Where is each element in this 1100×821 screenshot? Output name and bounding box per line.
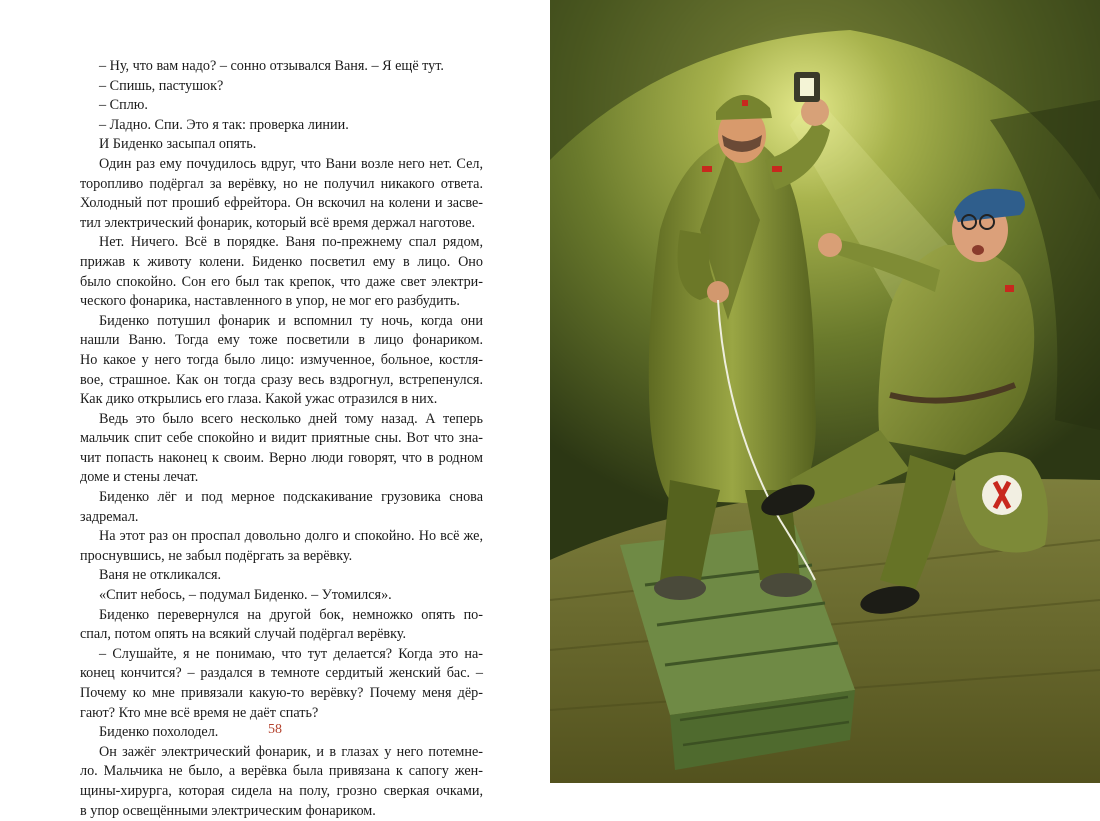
text-line: Биденко перевернулся на другой бок, немножко опять по-	[99, 606, 483, 623]
text-line: торопливо подёргал за верёвку, но не получил никакого ответа.	[80, 175, 483, 192]
text-line: проснувшись, не забыл подёргать за верёвку.	[80, 547, 353, 564]
text-line: Ведь это было всего несколько дней тому назад. А теперь	[99, 410, 483, 427]
text-line: доме и стены лечат.	[80, 469, 199, 486]
text-line: Как дико открылись его глаза. Какой ужас отразился в них.	[80, 391, 438, 408]
text-line: Холодный пот прошиб ефрейтора. Он вскочил на колени и засве-	[80, 195, 483, 212]
text-line: – Ну, что вам надо? – сонно отзывался Ваня. – Я ещё тут.	[99, 58, 444, 74]
text-line: задремал.	[80, 508, 139, 525]
text-line: ческого фонарика, наставленного в упор, не мог его разбудить.	[80, 293, 460, 310]
text-line: – Слушайте, я не понимаю, что тут делается? Когда это на-	[99, 645, 483, 662]
text-line: чит попасть наконец к своим. Верно люди говорят, что в родном	[80, 449, 483, 466]
text-line: Биденко потушил фонарик и вспомнил ту ночь, когда они	[99, 312, 483, 329]
text-line: Биденко похолодел.	[99, 724, 219, 741]
illustration	[550, 0, 1100, 783]
text-line: Биденко лёг и под мерное подскакивание грузовика снова	[99, 489, 483, 506]
text-line: – Сплю.	[99, 97, 148, 114]
text-line: И Биденко засыпал опять.	[99, 136, 257, 153]
text-line: в упор освещёнными электрическим фонариком.	[80, 802, 376, 819]
text-line: «Спит небось, – подумал Биденко. – Утомился».	[99, 587, 392, 604]
text-line: гают? Кто мне всё время не даёт спать?	[80, 704, 319, 721]
text-line: Он зажёг электрический фонарик, и в глазах у него потемне-	[99, 743, 483, 760]
text-line: Почему ко мне привязали какую-то верёвку? Почему меня дёр-	[80, 685, 483, 701]
text-line: спал, потом опять на всякий случай подёргал верёвку.	[80, 626, 406, 643]
text-page	[0, 0, 550, 819]
text-line: вое, страшное. Как он тогда сразу весь вздрогнул, встрепенулся.	[80, 371, 483, 388]
text-line: прижав к животу колени. Биденко посветил ему в лицо. Оно	[80, 253, 483, 270]
text-line: На этот раз он проспал довольно долго и спокойно. Но всё же,	[99, 528, 483, 545]
illustration-canvas	[550, 0, 1100, 783]
text-line: тил электрический фонарик, который всё время держал наготове.	[80, 214, 476, 231]
text-line: было спокойно. Сон его был так крепок, что даже свет электри-	[80, 273, 483, 290]
text-line: нашли Ваню. Тогда ему тоже посветили в лицо фонариком.	[80, 332, 483, 349]
text-line: Но какое у него тогда было лицо: измученное, больное, костля-	[80, 351, 483, 368]
text-line: конец кончится? – раздался в темноте сердитый женский бас. –	[80, 665, 483, 682]
text-line: щины-хирурга, которая сидела на полу, грозно сверкая очками,	[80, 782, 483, 799]
text-line: ло. Мальчика не было, а верёвка была привязана к сапогу жен-	[80, 763, 483, 780]
text-body	[80, 57, 483, 821]
text-line: Ваня не откликался.	[99, 567, 222, 584]
page-number: 58	[268, 722, 282, 737]
text-line: Один раз ему почудилось вдруг, что Вани возле него нет. Сел,	[99, 155, 483, 172]
text-line: – Спишь, пастушок?	[99, 77, 224, 94]
text-line: мальчик спит себе спокойно и видит приятные сны. Вот что зна-	[80, 430, 483, 447]
text-line: – Ладно. Спи. Это я так: проверка линии.	[99, 116, 349, 133]
text-line: Нет. Ничего. Всё в порядке. Ваня по-прежнему спал рядом,	[99, 234, 483, 251]
